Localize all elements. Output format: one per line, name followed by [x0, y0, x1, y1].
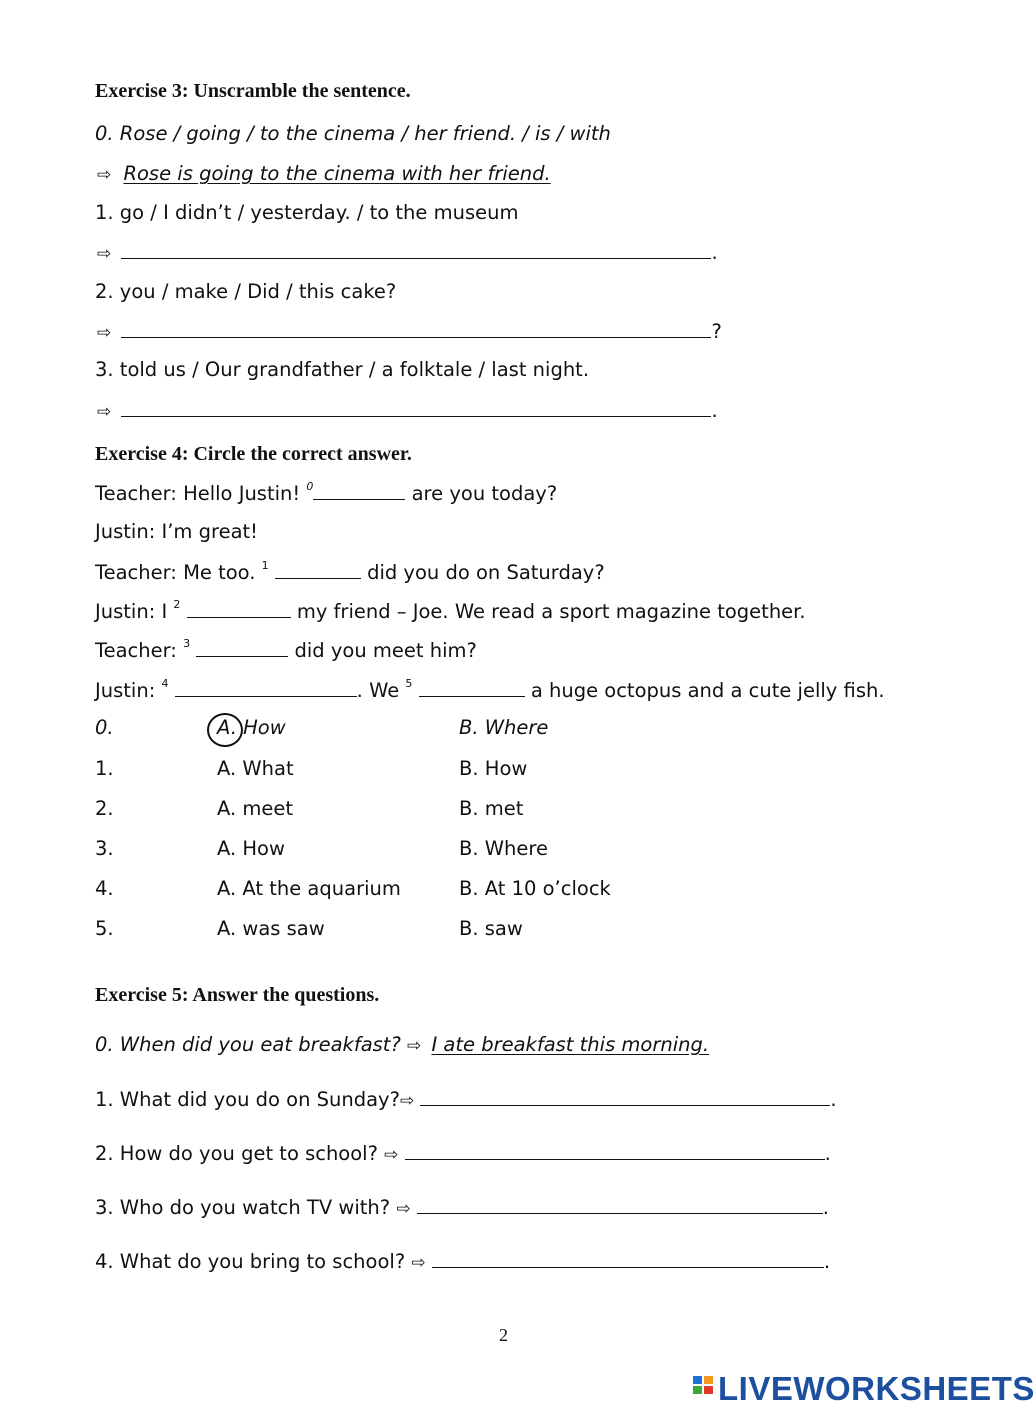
- dialogue-text: my friend – Joe. We read a sport magazine together.: [296, 600, 806, 623]
- option-row-4-a[interactable]: A. At the aquarium: [217, 877, 401, 900]
- dialogue-line-3: [95, 560, 605, 584]
- arrow-icon: ⇨: [97, 244, 112, 264]
- option-row-3-b[interactable]: B. Where: [459, 837, 548, 860]
- option-row-1-a[interactable]: A. What: [217, 757, 294, 780]
- gap-number: 0: [306, 479, 314, 493]
- exercise-3-item-2-answer-line: [97, 319, 722, 343]
- gap-number: 3: [183, 636, 191, 650]
- arrow-icon: ⇨: [407, 1036, 422, 1056]
- dialogue-text: are you today?: [411, 482, 558, 505]
- exercise-5-example-question: 0. When did you eat breakfast?: [95, 1033, 401, 1056]
- answer-blank[interactable]: [405, 1141, 825, 1160]
- line-end-punct: .: [711, 241, 718, 264]
- option-row-1-number: 1.: [95, 757, 114, 780]
- answer-blank[interactable]: [121, 240, 711, 259]
- exercise-3-title: Exercise 3: Unscramble the sentence.: [95, 80, 411, 102]
- dialogue-text: did you meet him?: [294, 639, 477, 662]
- gap-blank[interactable]: [187, 599, 291, 618]
- line-end-punct: .: [711, 399, 718, 422]
- arrow-icon: ⇨: [97, 402, 112, 422]
- option-row-0-number: 0.: [95, 716, 114, 739]
- answer-blank[interactable]: [121, 398, 711, 417]
- dialogue-text: Teacher: Hello Justin!: [95, 482, 301, 505]
- line-end-punct: .: [830, 1088, 837, 1111]
- liveworksheets-logo-icon: [693, 1376, 715, 1402]
- answer-blank[interactable]: [420, 1087, 830, 1106]
- option-row-4-b[interactable]: B. At 10 o’clock: [459, 877, 611, 900]
- answer-blank[interactable]: [432, 1249, 824, 1268]
- gap-number: 5: [405, 676, 413, 690]
- option-row-5-a[interactable]: A. was saw: [217, 917, 325, 940]
- option-row-4-number: 4.: [95, 877, 114, 900]
- line-end-punct: .: [822, 1196, 829, 1219]
- exercise-5-example: [95, 1033, 709, 1056]
- question-text: 2. How do you get to school?: [95, 1142, 378, 1165]
- arrow-icon: ⇨: [411, 1253, 426, 1273]
- arrow-icon: ⇨: [384, 1145, 399, 1165]
- option-row-3-a[interactable]: A. How: [217, 837, 285, 860]
- option-row-0-a[interactable]: A. How: [217, 716, 286, 739]
- gap-blank[interactable]: [175, 678, 357, 697]
- exercise-5-question-3: [95, 1195, 829, 1219]
- exercise-4-title: Exercise 4: Circle the correct answer.: [95, 443, 412, 465]
- gap-blank[interactable]: [275, 560, 361, 579]
- dialogue-line-5: [95, 638, 477, 662]
- option-row-5-b[interactable]: B. saw: [459, 917, 523, 940]
- dialogue-text: Teacher:: [95, 639, 177, 662]
- gap-number: 2: [173, 597, 181, 611]
- question-text: 1. What did you do on Sunday?: [95, 1088, 400, 1111]
- exercise-3-item-3-answer-line: [97, 398, 718, 422]
- option-row-2-b[interactable]: B. met: [459, 797, 524, 820]
- exercise-5-title: Exercise 5: Answer the questions.: [95, 984, 380, 1006]
- exercise-3-item-1-answer-line: [97, 240, 718, 264]
- line-end-punct: .: [823, 1250, 831, 1273]
- liveworksheets-logo-text[interactable]: LIVEWORKSHEETS: [718, 1370, 1035, 1407]
- arrow-icon: ⇨: [396, 1199, 411, 1219]
- exercise-3-item-2-prompt: 2. you / make / Did / this cake?: [95, 280, 397, 303]
- option-row-1-b[interactable]: B. How: [459, 757, 528, 780]
- question-text: 3. Who do you watch TV with?: [95, 1196, 391, 1219]
- dialogue-line-2: Justin: I’m great!: [95, 520, 258, 543]
- dialogue-line-6: [95, 678, 885, 702]
- exercise-3-item-1-prompt: 1. go / I didn’t / yesterday. / to the museum: [95, 201, 519, 224]
- answer-blank[interactable]: [121, 319, 711, 338]
- line-end-punct: .: [824, 1142, 831, 1165]
- arrow-icon: ⇨: [399, 1091, 415, 1111]
- exercise-5-example-answer: I ate breakfast this morning.: [431, 1033, 710, 1056]
- dialogue-text: Justin: I: [95, 600, 168, 623]
- dialogue-line-1: [95, 481, 557, 505]
- option-row-0-b[interactable]: B. Where: [459, 716, 549, 739]
- exercise-3-example-prompt: 0. Rose / going / to the cinema / her friend. / is / with: [95, 122, 611, 145]
- line-end-punct: ?: [711, 320, 722, 343]
- exercise-5-question-2: [95, 1141, 831, 1165]
- answer-blank[interactable]: [417, 1195, 823, 1214]
- dialogue-line-4: [95, 599, 806, 623]
- dialogue-text: . We: [356, 679, 400, 702]
- dialogue-text: a huge octopus and a cute jelly fish.: [530, 679, 885, 702]
- exercise-3-example-answer: Rose is going to the cinema with her friend.: [123, 162, 551, 185]
- option-row-3-number: 3.: [95, 837, 114, 860]
- arrow-icon: ⇨: [97, 323, 112, 343]
- gap-blank[interactable]: [419, 678, 525, 697]
- question-text: 4. What do you bring to school?: [95, 1250, 406, 1273]
- gap-number: 1: [261, 558, 269, 572]
- exercise-5-question-1: [95, 1087, 837, 1111]
- option-row-2-number: 2.: [95, 797, 114, 820]
- gap-number: 4: [161, 676, 169, 690]
- exercise-3-item-3-prompt: 3. told us / Our grandfather / a folktale / last night.: [95, 358, 590, 381]
- dialogue-text: did you do on Saturday?: [367, 561, 605, 584]
- option-row-5-number: 5.: [95, 917, 114, 940]
- exercise-3-example-answer-line: [97, 162, 551, 185]
- dialogue-text: Justin:: [95, 679, 156, 702]
- gap-blank[interactable]: [313, 481, 405, 500]
- page-number: 2: [499, 1325, 508, 1345]
- exercise-5-question-4: [95, 1249, 830, 1273]
- arrow-icon: ⇨: [97, 165, 112, 185]
- dialogue-text: Teacher: Me too.: [95, 561, 256, 584]
- option-row-2-a[interactable]: A. meet: [217, 797, 294, 820]
- gap-blank[interactable]: [196, 638, 288, 657]
